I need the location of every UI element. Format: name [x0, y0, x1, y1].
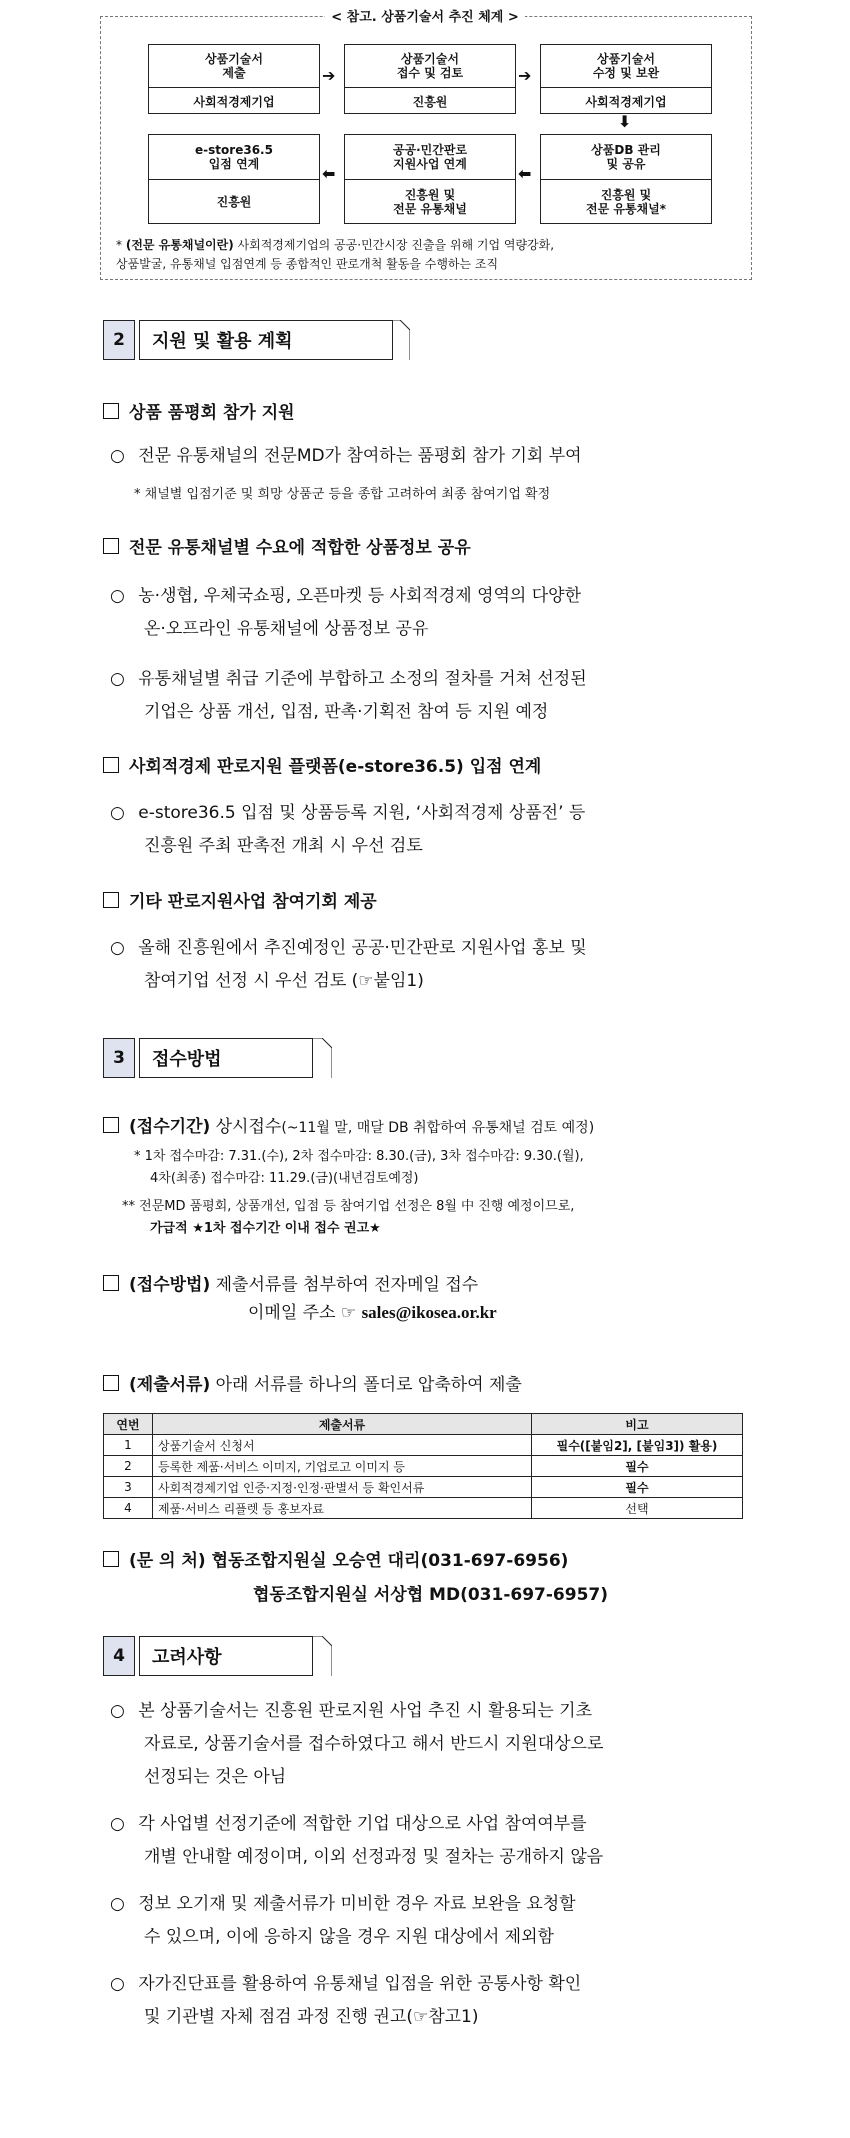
- checkbox-icon: [103, 538, 119, 554]
- consider-bullet-4-l2: 및 기관별 자체 점검 과정 진행 권고(☞참고1): [144, 2007, 479, 2027]
- flow-node-linkage: [344, 134, 516, 224]
- section-title: 고려사항: [139, 1636, 313, 1676]
- email-line: 이메일 주소 ☞ sales@ikosea.or.kr: [248, 1303, 497, 1323]
- table-row: [104, 1435, 743, 1456]
- cell-no: 3: [104, 1477, 153, 1498]
- flow-node-label: 상품기술서 접수 및 검토: [396, 52, 464, 80]
- arrow-right-icon: ➔: [518, 66, 532, 85]
- bullet-estore-cont: 진흥원 주최 판촉전 개최 시 우선 검토: [144, 836, 423, 856]
- flow-node-actor: 사회적경제기업: [541, 87, 711, 114]
- flow-node-review: [344, 44, 516, 114]
- section-title: 지원 및 활용 계획: [139, 320, 393, 360]
- checkbox-icon: [103, 892, 119, 908]
- checkbox-icon: [103, 1275, 119, 1291]
- bullet-share-info-1-cont: 온·오프라인 유통채널에 상품정보 공유: [144, 619, 429, 639]
- flow-node-submit: [148, 44, 320, 114]
- consider-bullet-1: ○ 본 상품기술서는 진흥원 판로지원 사업 추진 시 활용되는 기초: [110, 1701, 593, 1721]
- consider-bullet-3: ○ 정보 오기재 및 제출서류가 미비한 경우 자료 보완을 요청할: [110, 1894, 576, 1914]
- cell-note: 필수: [532, 1456, 743, 1477]
- arrow-left-icon: ⬅: [518, 164, 532, 183]
- bullet-other-cont: 참여기업 선정 시 우선 검토 (☞붙임1): [144, 971, 424, 991]
- bullet-share-info-2: ○ 유통채널별 취급 기준에 부합하고 소정의 절차를 거쳐 선정된: [110, 669, 587, 689]
- flow-node-actor: 진흥원 및 전문 유통채널*: [541, 179, 711, 223]
- heading-share-info: 전문 유통채널별 수요에 적합한 상품정보 공유: [103, 533, 471, 558]
- arrow-down-icon: ⬇: [618, 112, 632, 131]
- period-note-1: * 1차 접수마감: 7.31.(수), 2차 접수마감: 8.30.(금), 3차 접수마감: 9.30.(월),: [134, 1149, 584, 1164]
- cell-note: 선택: [532, 1498, 743, 1519]
- flow-node-estore: [148, 134, 320, 224]
- flow-node-db: [540, 134, 712, 224]
- section-number: 2: [103, 320, 135, 360]
- section-title: 접수방법: [139, 1038, 313, 1078]
- bullet-share-info-2-cont: 기업은 상품 개선, 입점, 판촉·기획전 참여 등 지원 예정: [144, 702, 549, 722]
- section-header-2: [103, 320, 403, 360]
- contact-line-2: 협동조합지원실 서상협 MD(031-697-6957): [253, 1585, 609, 1605]
- flow-node-label: 상품기술서 제출: [205, 52, 263, 80]
- flow-node-actor: 진흥원: [345, 87, 515, 114]
- note-showcase: * 채널별 입점기준 및 희망 상품군 등을 종합 고려하여 최종 참여기업 확정: [134, 487, 551, 502]
- period-note-3: ** 전문MD 품평회, 상품개선, 입점 등 참여기업 선정은 8월 中 진행 예정이므로,: [122, 1199, 575, 1214]
- cell-doc: 제품·서비스 리플렛 등 홍보자료: [153, 1498, 532, 1519]
- flow-node-label: e-store36.5 입점 연계: [195, 143, 273, 171]
- heading-other: 기타 판로지원사업 참여기회 제공: [103, 887, 377, 912]
- flow-node-label: 공공·민간판로 지원사업 연계: [392, 143, 468, 171]
- documents-table: [103, 1413, 743, 1519]
- receipt-period: (접수기간) 상시접수(~11월 말, 매달 DB 취합하여 유통채널 검토 예정): [103, 1112, 594, 1137]
- cell-note: 필수([붙임2], [붙임3]) 활용): [532, 1435, 743, 1456]
- arrow-left-icon: ⬅: [322, 164, 336, 183]
- cell-doc: 등록한 제품·서비스 이미지, 기업로고 이미지 등: [153, 1456, 532, 1477]
- consider-bullet-1-l2: 자료로, 상품기술서를 접수하였다고 해서 반드시 지원대상으로: [144, 1734, 604, 1754]
- fold-corner-icon: [390, 320, 410, 360]
- col-header-no: 연번: [104, 1414, 153, 1435]
- flow-node-revise: [540, 44, 712, 114]
- checkbox-icon: [103, 1375, 119, 1391]
- col-header-doc: 제출서류: [153, 1414, 532, 1435]
- bullet-share-info-1: ○ 농·생협, 우체국쇼핑, 오픈마켓 등 사회적경제 영역의 다양한: [110, 586, 582, 606]
- bullet-showcase: ○ 전문 유통채널의 전문MD가 참여하는 품평회 참가 기회 부여: [110, 446, 582, 466]
- bullet-estore: ○ e-store36.5 입점 및 상품등록 지원, ‘사회적경제 상품전’ 등: [110, 803, 586, 823]
- table-row: [104, 1477, 743, 1498]
- cell-no: 1: [104, 1435, 153, 1456]
- consider-bullet-3-l2: 수 있으며, 이에 응하지 않을 경우 지원 대상에서 제외함: [144, 1927, 554, 1947]
- table-row: [104, 1456, 743, 1477]
- checkbox-icon: [103, 757, 119, 773]
- section-number: 4: [103, 1636, 135, 1676]
- checkbox-icon: [103, 1551, 119, 1567]
- email-link[interactable]: sales@ikosea.or.kr: [361, 1303, 497, 1322]
- flow-node-label: 상품DB 관리 및 공유: [591, 143, 661, 171]
- cell-no: 4: [104, 1498, 153, 1519]
- bullet-other: ○ 올해 진흥원에서 추진예정인 공공·민간판로 지원사업 홍보 및: [110, 938, 587, 958]
- section-number: 3: [103, 1038, 135, 1078]
- contact-line-1: (문 의 처) 협동조합지원실 오승연 대리(031-697-6956): [103, 1546, 568, 1571]
- heading-showcase: 상품 품평회 참가 지원: [103, 398, 295, 423]
- period-note-2: 4차(최종) 접수마감: 11.29.(금)(내년검토예정): [150, 1171, 419, 1186]
- consider-bullet-1-l3: 선정되는 것은 아님: [144, 1767, 287, 1787]
- checkbox-icon: [103, 403, 119, 419]
- submission-docs: (제출서류) 아래 서류를 하나의 폴더로 압축하여 제출: [103, 1370, 522, 1395]
- cell-doc: 사회적경제기업 인증·지정·인정·판별서 등 확인서류: [153, 1477, 532, 1498]
- flow-node-label: 상품기술서 수정 및 보완: [592, 52, 660, 80]
- table-row: [104, 1498, 743, 1519]
- period-note-4: 가급적 ★1차 접수기간 이내 접수 권고★: [150, 1221, 381, 1236]
- receipt-method: (접수방법) 제출서류를 첨부하여 전자메일 접수: [103, 1270, 478, 1295]
- col-header-note: 비고: [532, 1414, 743, 1435]
- flow-node-actor: 진흥원: [149, 179, 319, 224]
- flow-node-actor: 사회적경제기업: [149, 87, 319, 114]
- fold-corner-icon: [312, 1038, 332, 1078]
- section-header-4: [103, 1636, 323, 1676]
- fold-corner-icon: [312, 1636, 332, 1676]
- flow-node-actor: 진흥원 및 전문 유통채널: [345, 179, 515, 223]
- flow-note: * (전문 유통채널이란) 사회적경제기업의 공공·민간시장 진출을 위해 기업 역량강화, 상품발굴, 유통채널 입점연계 등 종합적인 판로개척 활동을 수행하는 조직: [116, 238, 555, 271]
- consider-bullet-2: ○ 각 사업별 선정기준에 적합한 기업 대상으로 사업 참여여부를: [110, 1814, 587, 1834]
- section-header-3: [103, 1038, 323, 1078]
- checkbox-icon: [103, 1117, 119, 1133]
- flow-title: < 참고. 상품기술서 추진 체계 >: [100, 6, 750, 25]
- cell-doc: 상품기술서 신청서: [153, 1435, 532, 1456]
- arrow-right-icon: ➔: [322, 66, 336, 85]
- consider-bullet-2-l2: 개별 안내할 예정이며, 이외 선정과정 및 절차는 공개하지 않음: [144, 1847, 604, 1867]
- cell-note: 필수: [532, 1477, 743, 1498]
- consider-bullet-4: ○ 자가진단표를 활용하여 유통채널 입점을 위한 공통사항 확인: [110, 1974, 582, 1994]
- heading-estore: 사회적경제 판로지원 플랫폼(e-store36.5) 입점 연계: [103, 752, 541, 777]
- cell-no: 2: [104, 1456, 153, 1477]
